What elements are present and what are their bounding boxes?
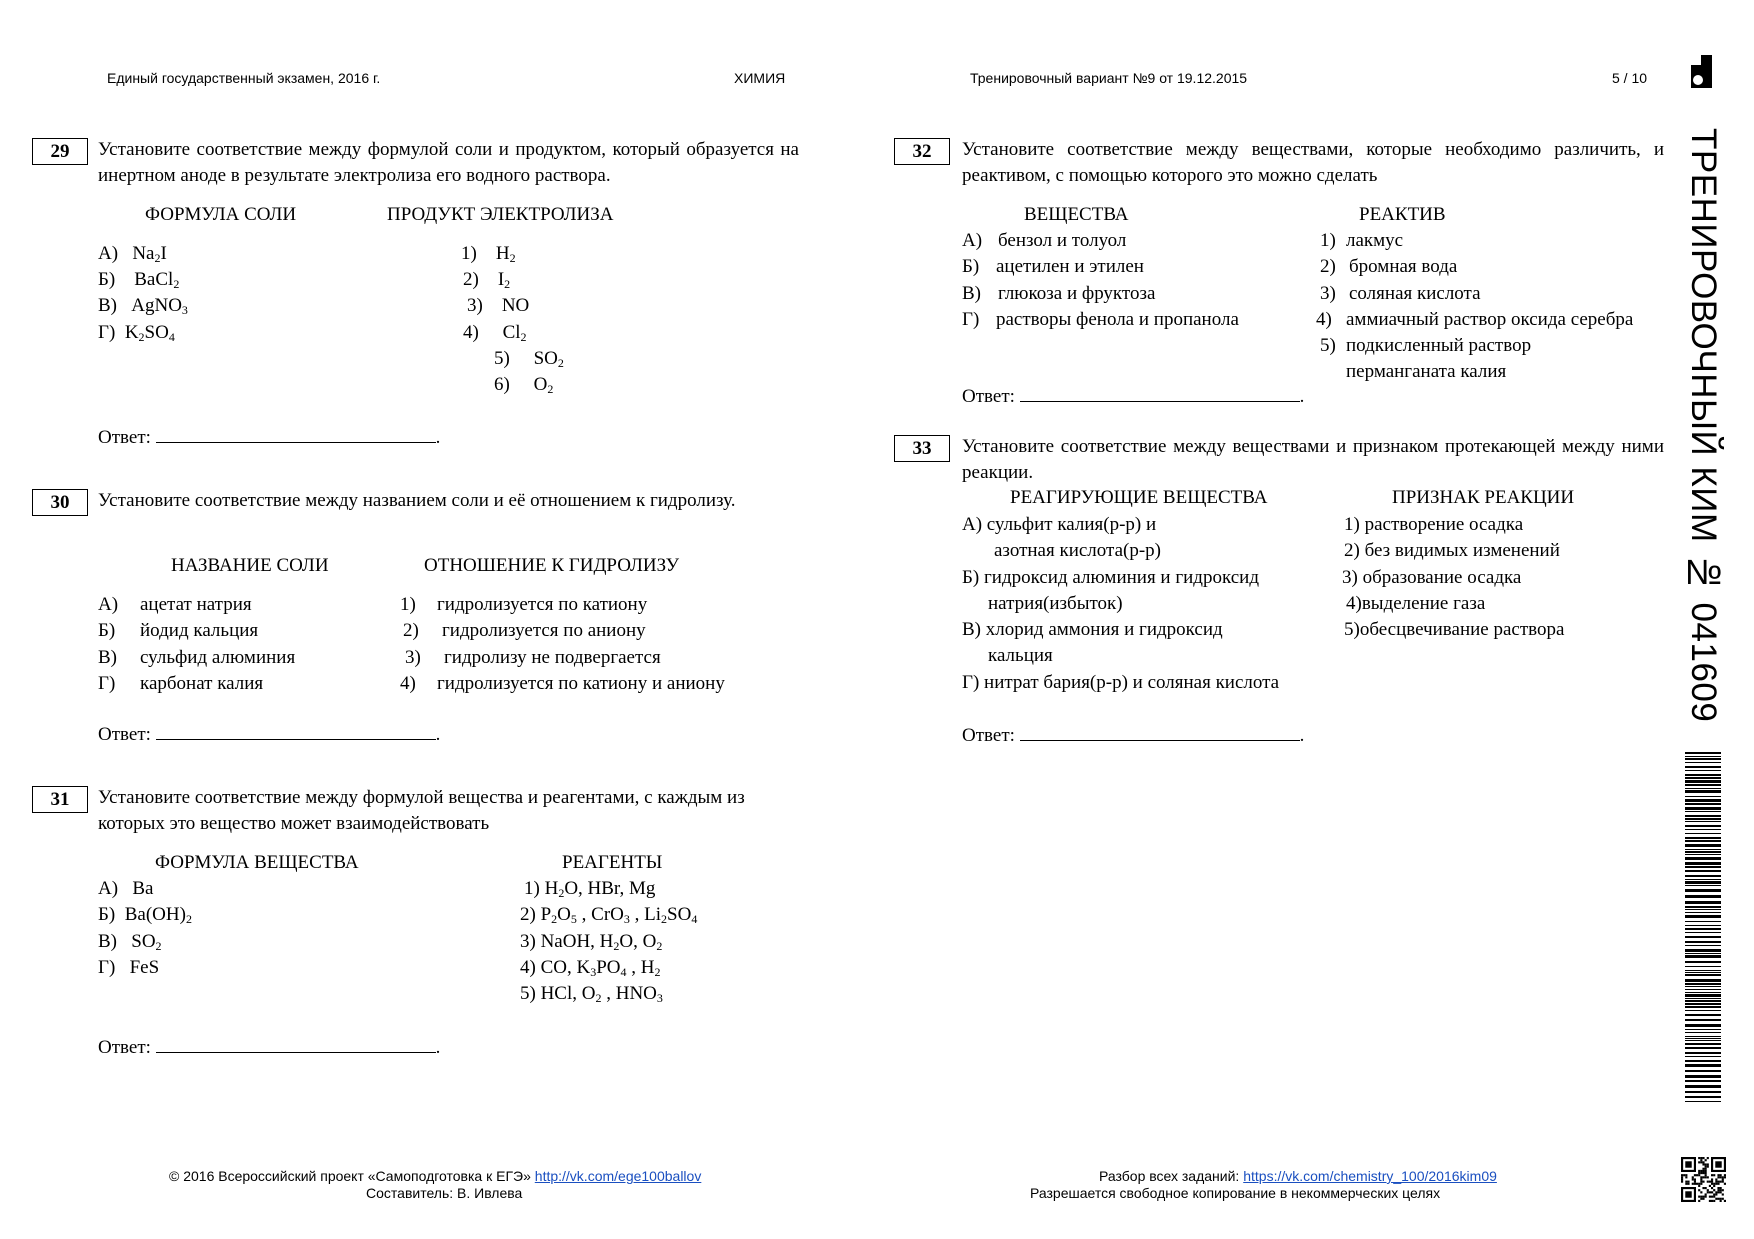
q29-col-header-left: ФОРМУЛА СОЛИ	[145, 204, 297, 225]
list-item: Б) BaCl$_2$	[98, 269, 180, 291]
list-item-text: ацетат натрия	[140, 594, 252, 615]
list-item: Г)	[962, 309, 980, 330]
question-number-33: 33	[894, 435, 950, 462]
question-number-31: 31	[32, 786, 88, 813]
list-item: Б)	[98, 620, 116, 641]
question-number-30: 30	[32, 489, 88, 516]
list-item: кальция	[988, 645, 1053, 666]
list-item: 4)	[400, 673, 416, 694]
list-item: 1) растворение осадка	[1344, 514, 1524, 535]
list-item: 2)	[1320, 256, 1336, 277]
list-item-text: гидролизуется по катиону и аниону	[437, 673, 725, 694]
footer-link-chemistry[interactable]: https://vk.com/chemistry_100/2016kim09	[1243, 1168, 1497, 1184]
question-29-text: Установите соответствие между формулой соли и продуктом, который образуется на инертном аноде в результате электролиза его водного раствора.	[98, 139, 799, 186]
barcode-icon	[1683, 752, 1723, 1102]
question-number-32: 32	[894, 138, 950, 165]
list-item: азотная кислота(р-р)	[994, 540, 1161, 561]
list-item: 4)	[1316, 309, 1332, 330]
list-item: А) Ba	[98, 878, 154, 899]
question-number-29: 29	[32, 138, 88, 165]
list-item: 3) NaOH, $H_2O$, $O_2$	[520, 931, 663, 953]
question-31-text: Установите соответствие между формулой вещества и реагентами, с каждым из которых это вещество может взаимодействовать	[98, 787, 745, 834]
qr-code-icon	[1681, 1157, 1726, 1202]
list-item: Г)	[98, 673, 116, 694]
list-item-text: аммиачный раствор оксида серебра	[1346, 309, 1634, 330]
list-item: Г) нитрат бария(р-р) и соляная кислота	[962, 672, 1280, 693]
list-item-text: перманганата калия	[1346, 361, 1507, 382]
list-item: 5) HCl, $O_2$ , $HNO_3$	[520, 983, 663, 1005]
list-item: В)	[962, 283, 981, 304]
list-item-text: гидролизуется по катиону	[437, 594, 648, 615]
list-item-text: лакмус	[1346, 230, 1404, 251]
list-item: Б)	[962, 256, 980, 277]
list-item: 2) без видимых изменений	[1344, 540, 1560, 561]
q30-answer-field[interactable]	[156, 723, 436, 740]
list-item: 2)	[403, 620, 419, 641]
list-item-text: бромная вода	[1349, 256, 1458, 277]
list-item-text: подкисленный раствор	[1346, 335, 1532, 356]
q30-col-header-right: ОТНОШЕНИЕ К ГИДРОЛИЗУ	[424, 555, 680, 576]
list-item: В) хлорид аммония и гидроксид	[962, 619, 1223, 640]
list-item: 6) $O_2$	[494, 374, 554, 396]
list-item: 5)	[1320, 335, 1336, 356]
list-item-text: йодид кальция	[140, 620, 259, 641]
question-30-text: Установите соответствие между названием соли и её отношением к гидролизу.	[98, 490, 736, 511]
q33-answer: Ответ: .	[962, 725, 1305, 746]
q32-col-header-left: ВЕЩЕСТВА	[1024, 204, 1129, 225]
list-item: Б) гидроксид алюминия и гидроксид	[962, 567, 1260, 588]
list-item: натрия(избыток)	[988, 593, 1123, 614]
list-item: 3)	[405, 647, 421, 668]
list-item-text: гидролизу не подвергается	[444, 647, 661, 668]
q31-col-header-right: РЕАГЕНТЫ	[562, 852, 663, 873]
header-subject: ХИМИЯ	[734, 70, 786, 86]
q30-col-header-left: НАЗВАНИЕ СОЛИ	[171, 555, 329, 576]
list-item: 1)	[1320, 230, 1336, 251]
footer-copyright: © 2016 Всероссийский проект «Самоподготовка к ЕГЭ» http://vk.com/ege100ballov	[169, 1168, 702, 1184]
question-33-text: Установите соответствие между веществами и признаком протекающей между ними реакции.	[962, 436, 1664, 483]
q32-answer: Ответ: .	[962, 386, 1305, 407]
list-item: 1)	[400, 594, 416, 615]
list-item: Г) FeS	[98, 957, 160, 978]
header-variant: Тренировочный вариант №9 от 19.12.2015	[970, 70, 1248, 86]
list-item-text: соляная кислота	[1349, 283, 1481, 304]
list-item: 4)выделение газа	[1346, 593, 1486, 614]
list-item: 3) NO	[467, 295, 530, 316]
q33-answer-field[interactable]	[1020, 724, 1300, 741]
q33-col-header-left: РЕАГИРУЮЩИЕ ВЕЩЕСТВА	[1010, 487, 1268, 508]
list-item: 4) CO, $K_3PO_4$ , $H_2$	[520, 957, 661, 979]
list-item: 4) $Cl_2$	[463, 322, 527, 344]
footer-license: Разрешается свободное копирование в некоммерческих целях	[1030, 1185, 1441, 1201]
list-item-text: бензол и толуол	[998, 230, 1127, 251]
list-item-text: ацетилен и этилен	[996, 256, 1144, 277]
question-32-text: Установите соответствие между веществами, которые необходимо различить, и реактивом, с помощью которого это можно сделать	[962, 139, 1664, 186]
list-item: В)	[98, 647, 117, 668]
corner-mark-icon	[1691, 55, 1712, 88]
list-item: 3)	[1320, 283, 1336, 304]
side-title: ТРЕНИРОВОЧНЫЙ КИМ № 041609	[1684, 128, 1723, 723]
q33-col-header-right: ПРИЗНАК РЕАКЦИИ	[1392, 487, 1575, 508]
list-item-text: растворы фенола и пропанола	[996, 309, 1239, 330]
footer-link-ege100ballov[interactable]: http://vk.com/ege100ballov	[534, 1168, 702, 1184]
list-item: 2) $I_2$	[463, 269, 511, 291]
header-page: 5 / 10	[1612, 70, 1648, 86]
q31-answer-field[interactable]	[156, 1036, 436, 1053]
list-item: А) $Na_2I$	[98, 243, 167, 265]
list-item: Б) $Ba(OH)_2$	[98, 904, 192, 926]
list-item: В) $SO_2$	[98, 931, 162, 953]
q29-answer: Ответ: .	[98, 427, 441, 448]
list-item-text: сульфид алюминия	[140, 647, 296, 668]
list-item: 1) $H_2$	[461, 243, 516, 265]
q32-col-header-right: РЕАКТИВ	[1359, 204, 1446, 225]
q32-answer-field[interactable]	[1020, 385, 1300, 402]
header-exam: Единый государственный экзамен, 2016 г.	[107, 70, 381, 86]
list-item: 2) $P_2O_5$ , CrO$_3$ , $Li_2SO_4$	[520, 904, 698, 926]
q30-answer: Ответ: .	[98, 724, 441, 745]
list-item-text: карбонат калия	[140, 673, 264, 694]
list-item: А) сульфит калия(р-р) и	[962, 514, 1157, 535]
q29-answer-field[interactable]	[156, 426, 436, 443]
list-item: А)	[962, 230, 983, 251]
list-item: 5)обесцвечивание раствора	[1344, 619, 1565, 640]
list-item: Г) $K_2SO_4$	[98, 322, 175, 344]
list-item: А)	[98, 594, 119, 615]
list-item-text: глюкоза и фруктоза	[998, 283, 1156, 304]
list-item: 3) образование осадка	[1342, 567, 1522, 588]
list-item: 5) $SO_2$	[494, 348, 564, 370]
list-item: 1) $H_2O$, HBr, Mg	[524, 878, 656, 900]
footer-author: Составитель: В. Ивлева	[366, 1185, 523, 1201]
q29-col-header-right: ПРОДУКТ ЭЛЕКТРОЛИЗА	[387, 204, 614, 225]
q31-answer: Ответ: .	[98, 1037, 441, 1058]
footer-analysis: Разбор всех заданий: https://vk.com/chemistry_100/2016kim09	[1099, 1168, 1497, 1184]
list-item: В) AgNO$_3$	[98, 295, 188, 317]
q31-col-header-left: ФОРМУЛА ВЕЩЕСТВА	[155, 852, 359, 873]
list-item-text: гидролизуется по аниону	[442, 620, 646, 641]
